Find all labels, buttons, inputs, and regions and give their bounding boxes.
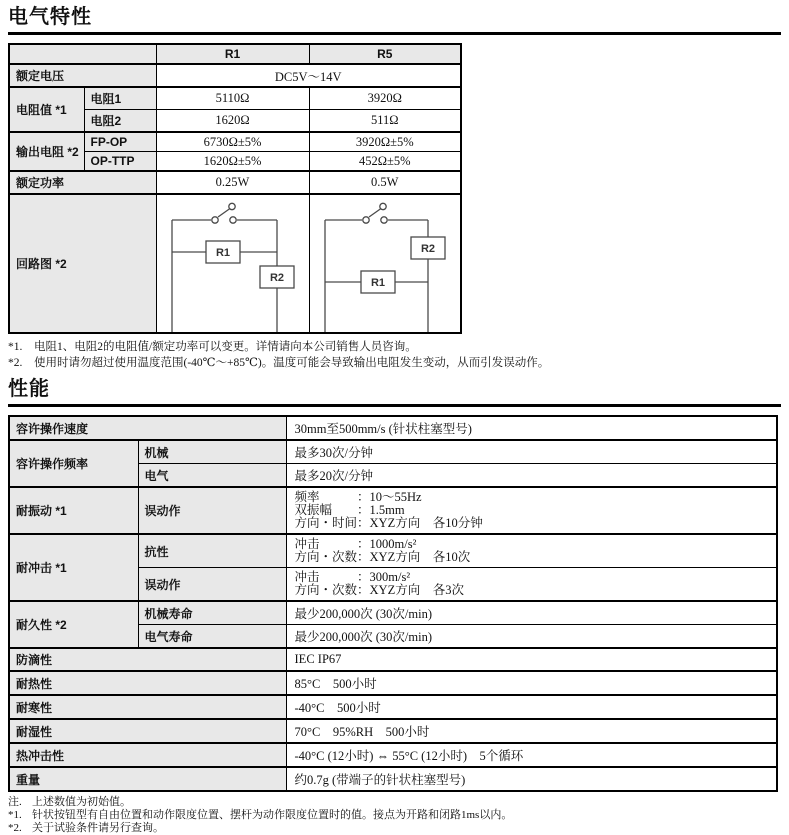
svg-text:R1: R1 <box>215 247 230 259</box>
note-text: 关于试验条件请另行查询。 <box>32 822 164 834</box>
table-row-thermal-shock <box>9 743 777 767</box>
footnote <box>8 355 781 371</box>
row-value: 最多20次/分钟 <box>286 464 777 488</box>
row-value: 最少200,000次 (30次/min) <box>286 601 777 625</box>
row-label: 耐湿性 <box>9 719 286 743</box>
row-label: 热冲击性 <box>9 743 286 767</box>
row-value: 30mm至500mm/s (针状柱塞型号) <box>286 416 777 440</box>
note-marker: 注. <box>8 796 22 808</box>
sub-label: 电气 <box>138 464 286 488</box>
row-label: 容许操作速度 <box>9 416 286 440</box>
header-row <box>9 44 461 64</box>
table-row-operating-frequency-mech <box>9 440 777 464</box>
switch-symbol <box>211 203 235 223</box>
resistor-r2 <box>260 266 294 288</box>
value-r1: 1620Ω±5% <box>156 152 309 172</box>
sub-label: 机械寿命 <box>138 601 286 625</box>
sub-label: FP-OP <box>84 132 156 152</box>
switch-symbol <box>362 203 386 223</box>
group-label: 容许操作频率 <box>9 440 138 487</box>
footnote-text: 使用时请勿超过使用温度范围(-40℃～+85℃)。温度可能会导致输出电阻发生变动，从而引发误动作。 <box>34 357 550 369</box>
row-label: 重量 <box>9 767 286 791</box>
value-r5: 452Ω±5% <box>309 152 461 172</box>
row-label: 防滴性 <box>9 648 286 671</box>
value-line: 冲击 ：300m/s² <box>294 570 411 584</box>
table-row-humidity-resistance <box>9 719 777 743</box>
value-r1: 1620Ω <box>156 110 309 133</box>
note-marker: *2. <box>8 822 22 834</box>
table-row-weight <box>9 767 777 791</box>
sub-label: 电阻2 <box>84 110 156 133</box>
svg-text:R2: R2 <box>269 272 284 284</box>
sub-label: OP-TTP <box>84 152 156 172</box>
resistor-r2 <box>411 237 445 259</box>
row-value <box>286 568 777 602</box>
footnote-marker: *1. <box>8 341 23 353</box>
table-row-drip-proof <box>9 648 777 671</box>
svg-text:R1: R1 <box>370 277 385 289</box>
row-value: IEC IP67 <box>286 648 777 671</box>
section-title-performance: 性能 <box>8 377 781 407</box>
sub-label: 误动作 <box>138 568 286 602</box>
footnote-text: 电阻1、电阻2的电阻值/额定功率可以变更。详情请向本公司销售人员咨询。 <box>34 341 417 353</box>
value-line: 方向・时间：XYZ方向 各10分钟 <box>294 516 483 530</box>
corner-cell <box>9 44 156 64</box>
table-row-operating-speed <box>9 416 777 440</box>
group-label: 耐久性 *2 <box>9 601 138 648</box>
note <box>8 809 781 822</box>
row-value: 85°C 500小时 <box>286 671 777 695</box>
note-marker: *1. <box>8 809 22 821</box>
resistor-r1 <box>206 241 240 263</box>
table-row-durability-mech <box>9 601 777 625</box>
performance-notes <box>8 796 781 835</box>
table-row-rated-voltage <box>9 64 461 87</box>
row-value: -40°C 500小时 <box>286 695 777 719</box>
group-label: 耐振动 *1 <box>9 487 138 534</box>
table-row-cold-resistance <box>9 695 777 719</box>
value-r5: 0.5W <box>309 171 461 194</box>
circuit-diagram-r5 <box>310 195 460 332</box>
row-value: 最少200,000次 (30次/min) <box>286 625 777 649</box>
value-line: 方向・次数：XYZ方向 各3次 <box>294 583 464 597</box>
group-label-output-resistance: 输出电阻 *2 <box>9 132 84 171</box>
row-value: 70°C 95%RH 500小时 <box>286 719 777 743</box>
value-line: 频率 ：10～55Hz <box>294 490 422 504</box>
table-row-shock-resist <box>9 534 777 568</box>
table-row-output-fp-op <box>9 132 461 152</box>
group-label-resistance: 电阻值 *1 <box>9 87 84 132</box>
table-row-heat-resistance <box>9 671 777 695</box>
sub-label: 抗性 <box>138 534 286 568</box>
resistor-r1 <box>361 271 395 293</box>
value-r5: 511Ω <box>309 110 461 133</box>
section-title-electrical: 电气特性 <box>8 5 781 35</box>
svg-text:R2: R2 <box>420 243 435 255</box>
row-value: 最多30次/分钟 <box>286 440 777 464</box>
electrical-characteristics-table <box>8 43 462 334</box>
sub-label: 机械 <box>138 440 286 464</box>
circuit-cell-r5 <box>309 194 461 333</box>
value-line: 方向・次数：XYZ方向 各10次 <box>294 550 471 564</box>
value-r5: 3920Ω <box>309 87 461 110</box>
value-r1: 5110Ω <box>156 87 309 110</box>
column-header-r1: R1 <box>156 44 309 64</box>
group-label: 耐冲击 *1 <box>9 534 138 601</box>
note <box>8 796 781 809</box>
table-row-circuit-diagram <box>9 194 461 333</box>
row-label: 回路图 *2 <box>9 194 156 333</box>
sub-label: 误动作 <box>138 487 286 534</box>
note <box>8 822 781 835</box>
row-value <box>286 534 777 568</box>
value-r1: 6730Ω±5% <box>156 132 309 152</box>
note-text: 上述数值为初始值。 <box>32 796 131 808</box>
circuit-cell-r1 <box>156 194 309 333</box>
table-row-rated-power <box>9 171 461 194</box>
value-r5: 3920Ω±5% <box>309 132 461 152</box>
table-row-vibration <box>9 487 777 534</box>
footnote-marker: *2. <box>8 357 23 369</box>
row-label: 耐寒性 <box>9 695 286 719</box>
sub-label: 电阻1 <box>84 87 156 110</box>
row-value: 约0.7g (带端子的针状柱塞型号) <box>286 767 777 791</box>
value-r1: 0.25W <box>156 171 309 194</box>
value-line: 双振幅 ：1.5mm <box>294 503 405 517</box>
row-label: 耐热性 <box>9 671 286 695</box>
row-label: 额定功率 <box>9 171 156 194</box>
table-row-resistance-1 <box>9 87 461 110</box>
performance-table <box>8 415 778 792</box>
row-value <box>286 487 777 534</box>
sub-label: 电气寿命 <box>138 625 286 649</box>
column-header-r5: R5 <box>309 44 461 64</box>
note-text: 针状按钮型有自由位置和动作限度位置、摆杆为动作限度位置时的值。接点为开路和闭路1ms以内。 <box>32 809 513 821</box>
electrical-footnotes <box>8 339 781 371</box>
row-label: 额定电压 <box>9 64 156 87</box>
footnote <box>8 339 781 355</box>
value-line: 冲击 ：1000m/s² <box>294 537 417 551</box>
row-value: -40°C (12小时) ⇔ 55°C (12小时) 5个循环 <box>286 743 777 767</box>
row-value: DC5V～14V <box>156 64 461 87</box>
circuit-diagram-r1 <box>157 195 308 332</box>
